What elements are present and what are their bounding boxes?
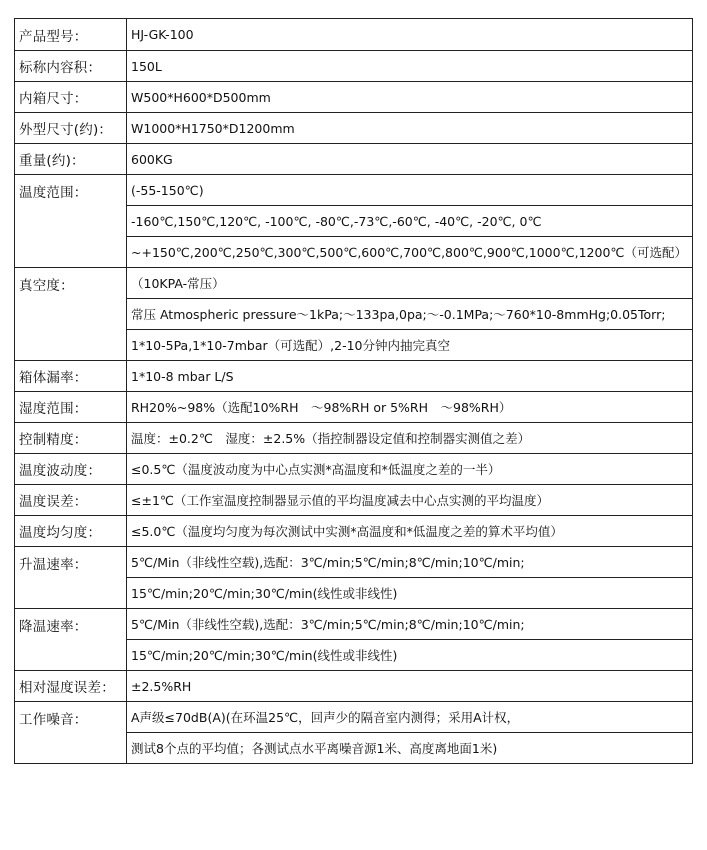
table-row [15, 268, 693, 299]
table-row [15, 51, 693, 82]
table-row [15, 702, 693, 733]
row-value: 5℃/Min（非线性空载),选配：3℃/min;5℃/min;8℃/min;10℃/min; [127, 609, 693, 640]
row-value: 测试8个点的平均值；各测试点水平离噪音源1米、高度离地面1米) [127, 733, 693, 764]
row-value: (-55-150℃) [127, 175, 693, 206]
table-row [15, 175, 693, 206]
table-row [15, 361, 693, 392]
row-value: 600KG [127, 144, 693, 175]
row-label: 重量(约)： [15, 144, 127, 175]
row-value: RH20%~98%（选配10%RH ～98%RH or 5%RH ～98%RH） [127, 392, 693, 423]
row-label: 降温速率： [15, 609, 127, 671]
row-value: W500*H600*D500mm [127, 82, 693, 113]
table-row [15, 144, 693, 175]
row-value: 常压 Atmospheric pressure～1kPa;～133pa,0pa;～-0.1MPa;～760*10-8mmHg;0.05Torr; [127, 299, 693, 330]
row-value: 15℃/min;20℃/min;30℃/min(线性或非线性) [127, 640, 693, 671]
row-value: 5℃/Min（非线性空载),选配：3℃/min;5℃/min;8℃/min;10℃/min; [127, 547, 693, 578]
table-row [15, 82, 693, 113]
table-row [15, 113, 693, 144]
row-label: 控制精度： [15, 423, 127, 454]
row-label: 产品型号： [15, 19, 127, 51]
spec-sheet [14, 18, 693, 764]
row-value: （10KPA-常压） [127, 268, 693, 299]
row-value: ≤0.5℃（温度波动度为中心点实测*高温度和*低温度之差的一半） [127, 454, 693, 485]
row-value: 1*10-8 mbar L/S [127, 361, 693, 392]
table-row [15, 671, 693, 702]
table-row [15, 609, 693, 640]
row-label: 相对湿度误差： [15, 671, 127, 702]
table-row [15, 423, 693, 454]
row-value: A声级≤70dB(A)(在环温25℃，回声少的隔音室内测得；采用A计权， [127, 702, 693, 733]
row-value: ≤±1℃（工作室温度控制器显示值的平均温度减去中心点实测的平均温度） [127, 485, 693, 516]
row-value: ±2.5%RH [127, 671, 693, 702]
row-value: W1000*H1750*D1200mm [127, 113, 693, 144]
row-label: 内箱尺寸： [15, 82, 127, 113]
row-value: 温度：±0.2℃ 湿度：±2.5%（指控制器设定值和控制器实测值之差） [127, 423, 693, 454]
row-label: 温度误差： [15, 485, 127, 516]
row-value: 150L [127, 51, 693, 82]
spec-table [14, 18, 693, 764]
row-label: 温度均匀度： [15, 516, 127, 547]
row-label: 温度波动度： [15, 454, 127, 485]
row-value: ≤5.0℃（温度均匀度为每次测试中实测*高温度和*低温度之差的算术平均值） [127, 516, 693, 547]
table-row [15, 485, 693, 516]
row-value: 15℃/min;20℃/min;30℃/min(线性或非线性) [127, 578, 693, 609]
row-label: 温度范围： [15, 175, 127, 268]
table-row [15, 392, 693, 423]
row-value: -160℃,150℃,120℃, -100℃, -80℃,-73℃,-60℃, -40℃, -20℃, 0℃ [127, 206, 693, 237]
table-row [15, 516, 693, 547]
row-label: 湿度范围： [15, 392, 127, 423]
table-row [15, 454, 693, 485]
table-row [15, 19, 693, 51]
row-label: 外型尺寸(约)： [15, 113, 127, 144]
row-label: 箱体漏率： [15, 361, 127, 392]
table-row [15, 547, 693, 578]
row-value: ~+150℃,200℃,250℃,300℃,500℃,600℃,700℃,800℃,900℃,1000℃,1200℃（可选配） [127, 237, 693, 268]
row-label: 升温速率： [15, 547, 127, 609]
row-value: 1*10-5Pa,1*10-7mbar（可选配）,2-10分钟内抽完真空 [127, 330, 693, 361]
row-label: 标称内容积： [15, 51, 127, 82]
row-label: 工作噪音： [15, 702, 127, 764]
row-value: HJ-GK-100 [127, 19, 693, 51]
row-label: 真空度： [15, 268, 127, 361]
